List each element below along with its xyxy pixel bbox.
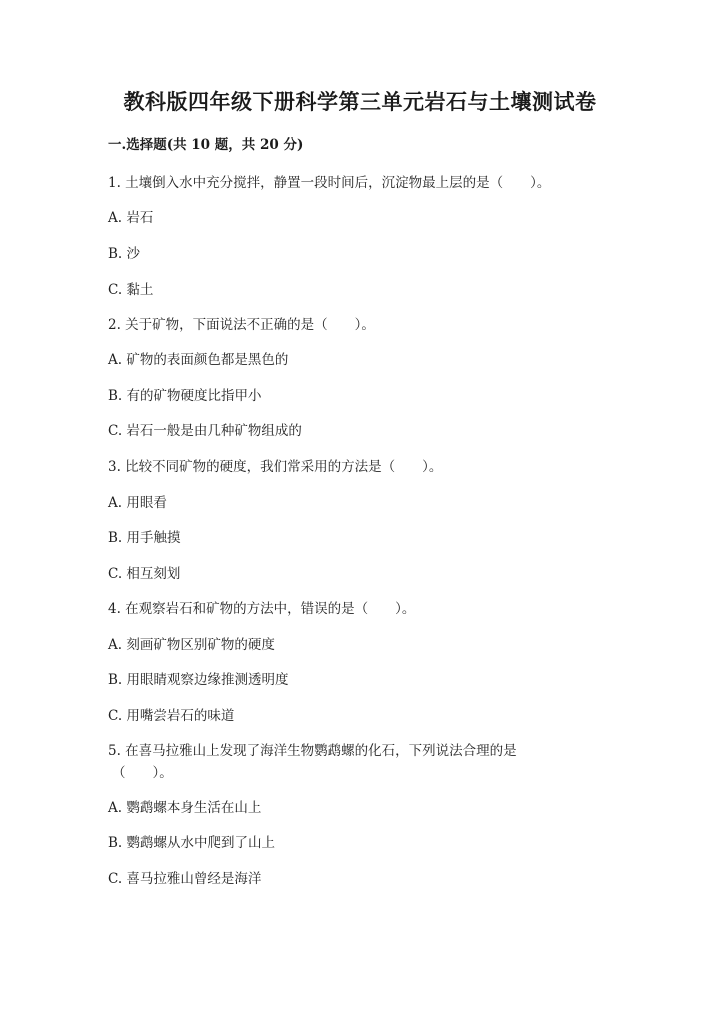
option-b: B. 沙 bbox=[108, 246, 141, 262]
option-c: C. 相互刻划 bbox=[108, 566, 181, 582]
option-a: A. 矿物的表面颜色都是黑色的 bbox=[108, 352, 289, 368]
option-a: A. 鹦鹉螺本身生活在山上 bbox=[108, 800, 262, 816]
question-stem: 4. 在观察岩石和矿物的方法中，错误的是（ ）。 bbox=[108, 601, 416, 617]
question-stem: 1. 土壤倒入水中充分搅拌，静置一段时间后，沉淀物最上层的是（ ）。 bbox=[108, 175, 551, 191]
option-c: C. 岩石一般是由几种矿物组成的 bbox=[108, 423, 302, 439]
option-a: A. 用眼看 bbox=[108, 495, 167, 511]
question-stem: 3. 比较不同矿物的硬度，我们常采用的方法是（ ）。 bbox=[108, 459, 443, 475]
question-stem: 2. 关于矿物，下面说法不正确的是（ ）。 bbox=[108, 317, 375, 333]
option-a: A. 岩石 bbox=[108, 210, 154, 226]
question-stem-continuation: （ ）。 bbox=[112, 765, 173, 781]
option-b: B. 鹦鹉螺从水中爬到了山上 bbox=[108, 835, 276, 851]
section-heading: 一.选择题(共 10 题，共 20 分) bbox=[108, 137, 304, 153]
option-c: C. 黏土 bbox=[108, 282, 154, 298]
question-stem: 5. 在喜马拉雅山上发现了海洋生物鹦鹉螺的化石，下列说法合理的是 bbox=[108, 743, 517, 759]
option-c: C. 用嘴尝岩石的味道 bbox=[108, 708, 235, 724]
option-c: C. 喜马拉雅山曾经是海洋 bbox=[108, 871, 262, 887]
option-b: B. 用眼睛观察边缘推测透明度 bbox=[108, 672, 289, 688]
option-b: B. 有的矿物硬度比指甲小 bbox=[108, 388, 262, 404]
option-b: B. 用手触摸 bbox=[108, 530, 181, 546]
option-a: A. 刻画矿物区别矿物的硬度 bbox=[108, 637, 275, 653]
page-title: 教科版四年级下册科学第三单元岩石与土壤测试卷 bbox=[123, 89, 597, 114]
